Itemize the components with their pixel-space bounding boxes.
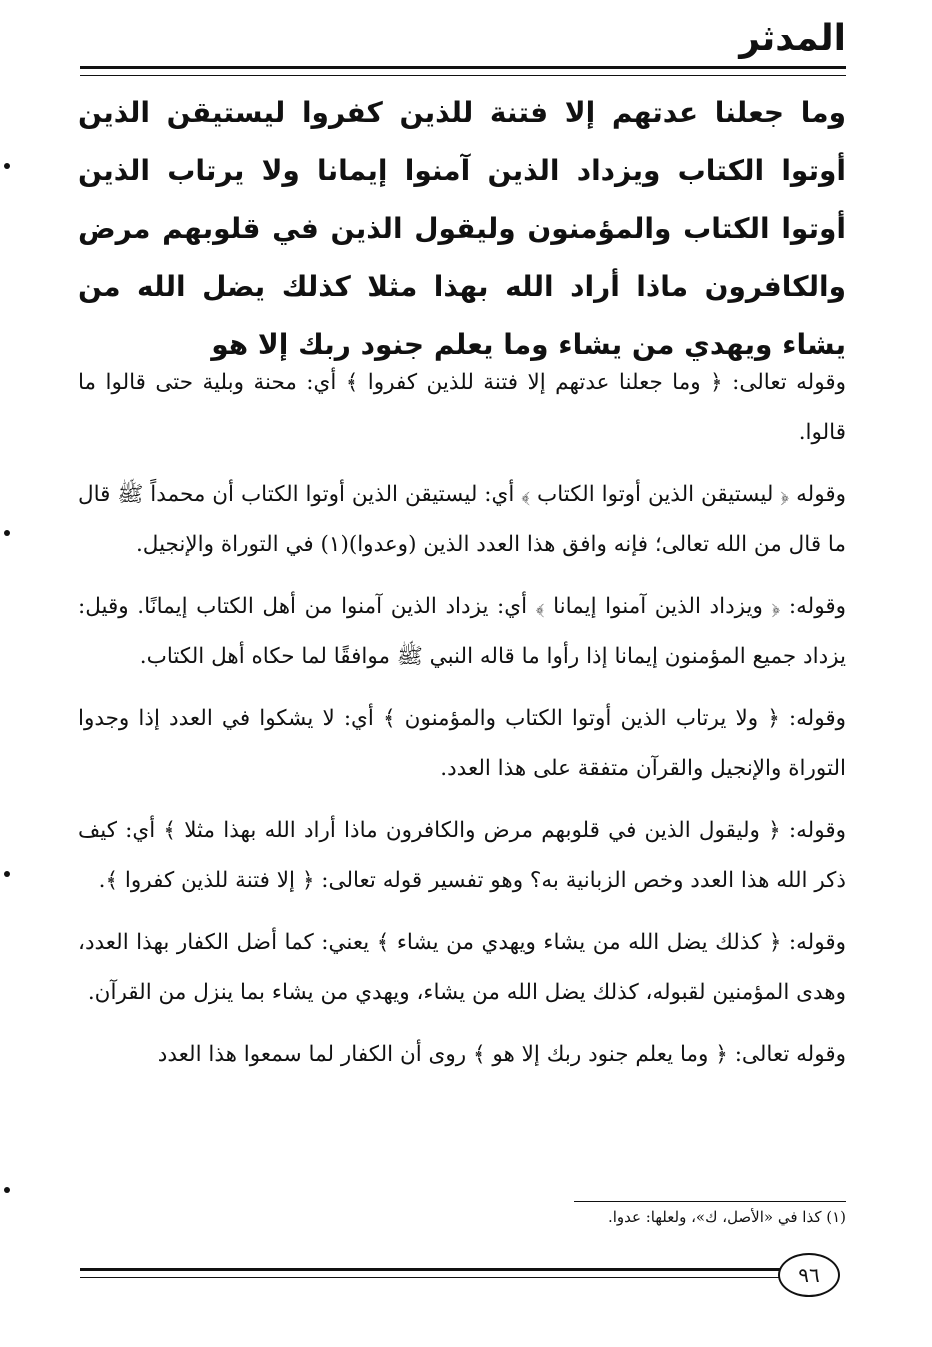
footer-rule (80, 1268, 780, 1278)
page-number: ٩٦ (778, 1253, 840, 1297)
quran-verse: وما جعلنا عدتهم إلا فتنة للذين كفروا ليستيقن الذين أوتوا الكتاب ويزداد الذين آمنوا إيمانا ولا يرتاب الذين أوتوا الكتاب والمؤمنون وليقول الذين في قلوبهم مرض والكافرون ماذا أراد الله بهذا مثلا كذلك يضل الله من يشاء ويهدي من يشاء وما يعلم جنود ربك إلا هو (78, 96, 846, 361)
footnote: (١) كذا في «الأصل، ك»، ولعلها: عدوا. (607, 1208, 846, 1226)
footnote-divider (574, 1201, 846, 1202)
commentary-paragraph: وقوله: ﴿ وليقول الذين في قلوبهم مرض والكافرون ماذا أراد الله بهذا مثلا ﴾ أي: كيف ذكر الله هذا العدد وخص الزبانية به؟ وهو تفسير قوله تعالى: ﴿ إلا فتنة للذين كفروا ﴾. (78, 818, 846, 893)
commentary-paragraph: وقوله تعالى: ﴿ وما جعلنا عدتهم إلا فتنة للذين كفروا ﴾ أي: محنة وبلية حتى قالوا ما قالوا. (78, 370, 846, 445)
page-header-title: المدثر (739, 18, 846, 59)
commentary-paragraph: وقوله: ﴿ كذلك يضل الله من يشاء ويهدي من يشاء ﴾ يعني: كما أضل الكفار بهذا العدد، وهدى المؤمنين لقبوله، كذلك يضل الله من يشاء، ويهدي من يشاء بما ينزل من القرآن. (78, 930, 846, 1005)
commentary-paragraph: وقوله: ﴿ ولا يرتاب الذين أوتوا الكتاب والمؤمنون ﴾ أي: لا يشكوا في العدد إذا وجدوا التوراة والإنجيل والقرآن متفقة على هذا العدد. (78, 706, 846, 781)
commentary-paragraph: وقوله تعالى: ﴿ وما يعلم جنود ربك إلا هو ﴾ روى أن الكفار لما سمعوا هذا العدد (157, 1042, 846, 1067)
commentary-paragraph: وقوله: ﴿ ويزداد الذين آمنوا إيمانا ﴾ أي: يزداد الذين آمنوا من أهل الكتاب إيمانًا. وقيل: يزداد جميع المؤمنون إيمانا إذا رأوا ما قاله النبي ﷺ موافقًا لما حكاه أهل الكتاب. (78, 594, 846, 669)
commentary-paragraph: وقوله ﴿ ليستيقن الذين أوتوا الكتاب ﴾ أي: ليستيقن الذين أوتوا الكتاب أن محمداً ﷺ قال ما قال من الله تعالى؛ فإنه وافق هذا العدد الذين (وعدوا)(١) في التوراة والإنجيل. (78, 482, 846, 557)
margin-dot (4, 1187, 10, 1193)
header-rule (80, 66, 846, 76)
margin-dot (4, 530, 10, 536)
commentary-body (78, 358, 846, 1092)
margin-dot (4, 871, 10, 877)
margin-dot (4, 163, 10, 169)
